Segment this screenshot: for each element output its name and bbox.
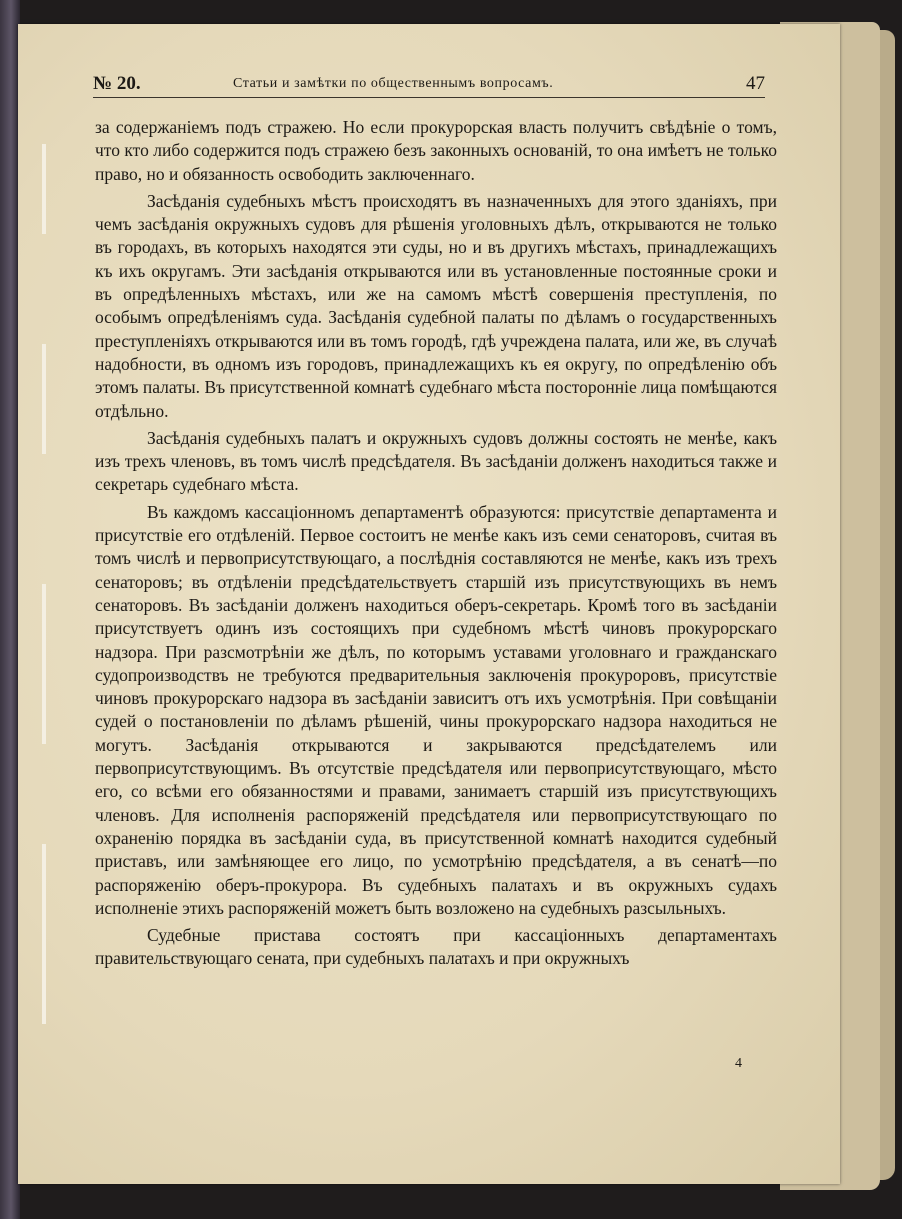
binding-stitch (42, 584, 46, 744)
paragraph: Засѣданія судебныхъ палатъ и окружныхъ судовъ должны состоять не менѣе, какъ изъ трехъ членовъ, въ томъ числѣ предсѣдателя. Въ засѣданіи долженъ находиться также и секретарь судебнаго мѣста. (95, 427, 777, 495)
paragraph: Засѣданія судебныхъ мѣстъ происходятъ въ назначенныхъ для этого зданіяхъ, при чемъ засѣданія окружныхъ судовъ для рѣшенія уголовныхъ дѣлъ, открываются не только въ городахъ, въ которыхъ находятся эти суды, но и въ другихъ мѣстахъ, принадлежащихъ къ ихъ округамъ. Эти засѣданія открываются или въ установленные постоянные сроки и въ опредѣленныхъ мѣстахъ, или же на самомъ мѣстѣ совершенія преступленія, по особымъ опредѣленіямъ суда. Засѣданія судебной палаты по дѣламъ о государственныхъ преступленіяхъ открываются или въ томъ городѣ, гдѣ учреждена палата, или же, въ случаѣ надобности, въ одномъ изъ городовъ, принадлежащихъ къ ея округу, по опредѣленію объ этомъ палаты. Въ присутственной комнатѣ судебнаго мѣста посторонніе лица помѣщаются отдѣльно. (95, 190, 777, 421)
paragraph: Въ каждомъ кассаціонномъ департаментѣ образуются: присутствіе департамента и присутствіе его отдѣленій. Первое состоитъ не менѣе какъ изъ семи сенаторовъ, считая въ томъ числѣ и первоприсутствующаго, а послѣднія составляются не менѣе, какъ изъ трехъ сенаторовъ; въ отдѣленіи предсѣдательствуетъ старшій изъ присутствующихъ въ немъ сенаторовъ. Въ засѣданіи долженъ находиться оберъ-секретарь. Кромѣ того въ засѣданіи присутствуетъ одинъ изъ состоящихъ при судебномъ мѣстѣ чиновъ прокурорскаго надзора. При разсмотрѣніи же дѣлъ, по которымъ уставами уголовнаго и гражданскаго судопроизводствъ не требуются предварительныя заключенія прокуроровъ, присутствіе чиновъ прокурорскаго надзора въ засѣданіи зависитъ отъ ихъ усмотрѣнія. При совѣщаніи судей о постановленіи по дѣламъ рѣшеній, чины прокурорскаго надзора находиться не могутъ. Засѣданія открываются и закрываются предсѣдателемъ или первоприсутствующимъ. Въ отсутствіе предсѣдателя или первоприсутствующаго, мѣсто его, со всѣми его обязанностями и правами, занимаетъ старшій изъ присутствующихъ членовъ. Для исполненія распоряженій предсѣдателя или первоприсутствующаго по охраненію порядка въ засѣданіи суда, въ присутственной комнатѣ находится судебный приставъ, или замѣняющее его лицо, по усмотрѣнію предсѣдателя, а въ сенатѣ—по распоряженію оберъ-прокурора. Въ судебныхъ палатахъ и въ окружныхъ судахъ исполненіе этихъ распоряженій можетъ быть возложено на судебныхъ разсыльныхъ. (95, 501, 777, 918)
binding-stitch (42, 844, 46, 1024)
paragraph: за содержаніемъ подъ стражею. Но если прокурорская власть получитъ свѣдѣніе о томъ, что кто либо содержится подъ стражею безъ законныхъ основаній, то она имѣетъ не только право, но и обязанность освободить заключеннаго. (95, 117, 777, 184)
book-binding (0, 0, 20, 1219)
binding-stitch (42, 144, 46, 234)
signature-mark: 4 (735, 1056, 742, 1071)
paragraph: Судебные пристава состоятъ при кассаціонныхъ департаментахъ правительствующаго сената, при судебныхъ палатахъ и при окружныхъ (95, 925, 777, 969)
issue-number: № 20. (93, 73, 141, 94)
binding-stitch (42, 344, 46, 454)
body-text (95, 116, 777, 971)
running-header (93, 73, 765, 98)
page-number: 47 (746, 73, 765, 94)
running-title: Статьи и замѣтки по общественнымъ вопросамъ. (233, 76, 554, 91)
